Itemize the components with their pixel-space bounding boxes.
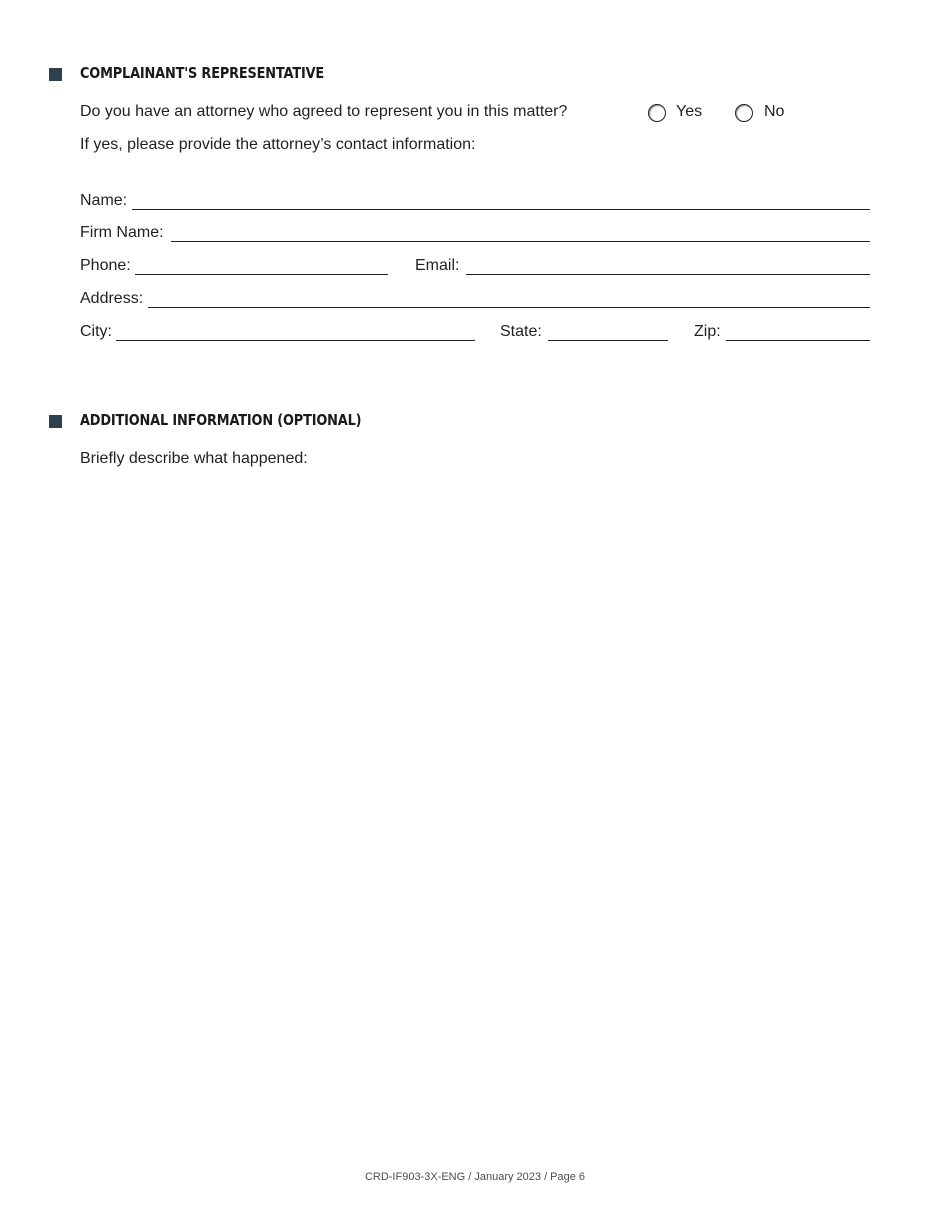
firm-name-field[interactable] <box>171 241 870 242</box>
city-label: City: <box>80 323 112 340</box>
address-label: Address: <box>80 290 144 307</box>
zip-label: Zip: <box>694 323 721 340</box>
radio-yes-label: Yes <box>676 103 703 120</box>
address-field[interactable] <box>148 307 870 308</box>
state-field[interactable] <box>548 340 668 341</box>
email-label: Email: <box>415 257 460 274</box>
section-title-additional: ADDITIONAL INFORMATION (OPTIONAL) <box>80 411 362 429</box>
page-footer: CRD-IF903-3X-ENG / January 2023 / Page 6 <box>364 1171 586 1183</box>
radio-yes[interactable] <box>648 104 666 122</box>
section-marker <box>49 68 62 81</box>
firm-name-label: Firm Name: <box>80 224 164 241</box>
section-marker <box>49 415 62 428</box>
name-label: Name: <box>80 192 128 209</box>
describe-prompt: Briefly describe what happened: <box>80 450 308 467</box>
email-field[interactable] <box>466 274 870 275</box>
section-title-representative: COMPLAINANT'S REPRESENTATIVE <box>80 64 325 82</box>
phone-label: Phone: <box>80 257 131 274</box>
name-field[interactable] <box>132 209 870 210</box>
attorney-question: Do you have an attorney who agreed to represent you in this matter? <box>80 103 568 120</box>
radio-no[interactable] <box>735 104 753 122</box>
state-label: State: <box>500 323 542 340</box>
description-textarea[interactable] <box>80 482 874 1136</box>
zip-field[interactable] <box>726 340 870 341</box>
city-field[interactable] <box>116 340 475 341</box>
attorney-instruction: If yes, please provide the attorney’s contact information: <box>80 136 476 153</box>
phone-field[interactable] <box>135 274 388 275</box>
radio-no-label: No <box>764 103 785 120</box>
